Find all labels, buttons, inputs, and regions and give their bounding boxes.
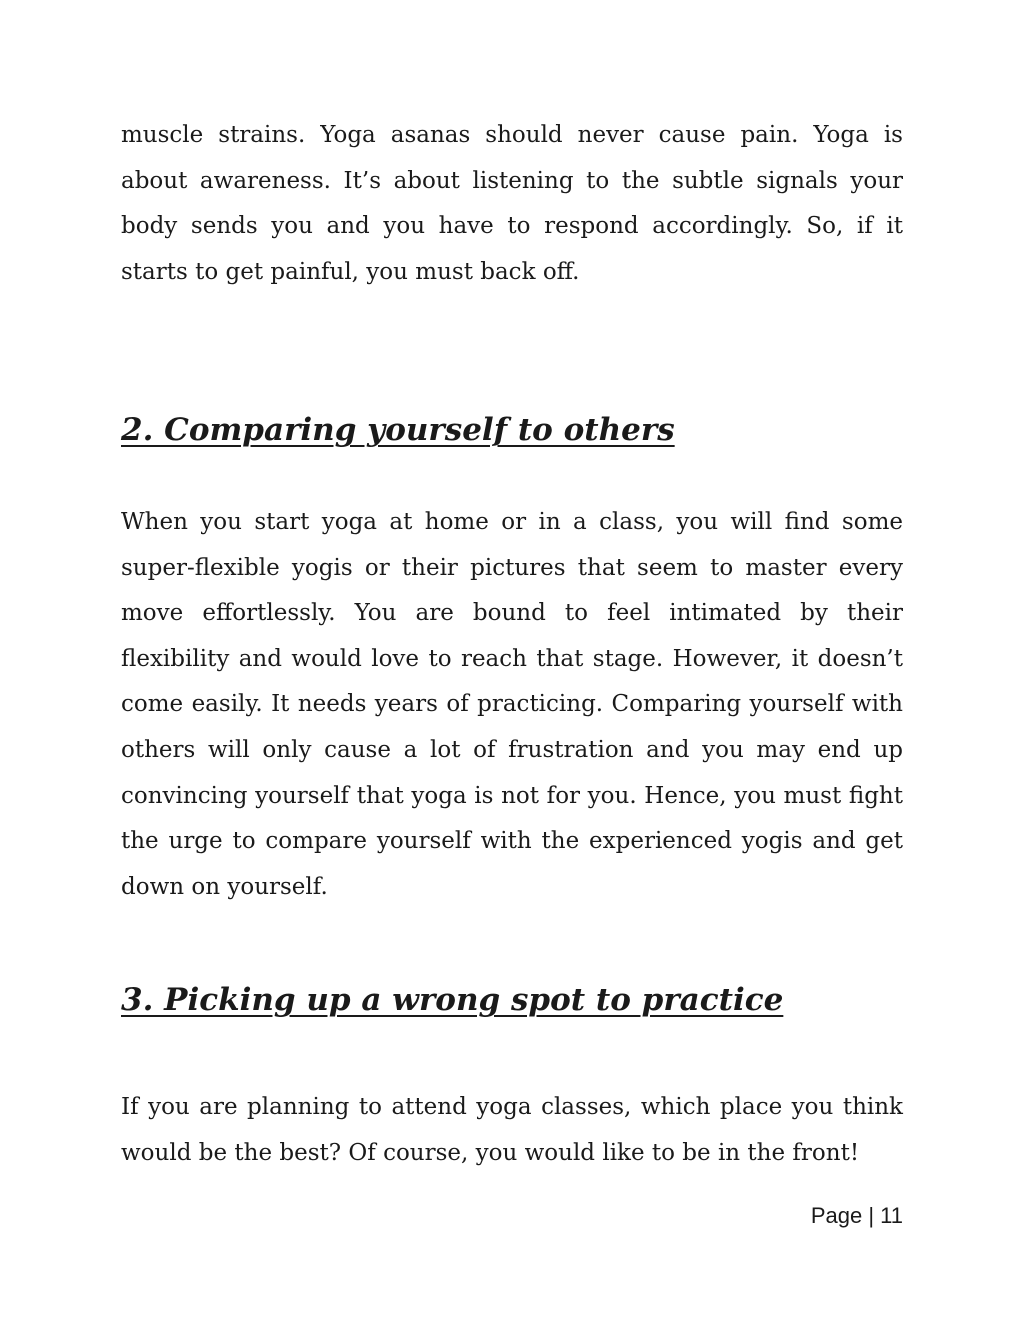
page-number: Page | 11 [810,1203,903,1228]
body-paragraph: When you start yoga at home or in a class, you will find some super-flexible yogis or their pictures that seem to master every move effortlessly. You are bound to feel intimated by their flexibility and would love to reach that stage. However, it doesn’t come easily. It needs years of practicing. Comparing yourself with others will only cause a lot of frustration and you may end up convincing yourself that yoga is not for you. Hence, you must fight the urge to compare yourself with the experienced yogis and get down on yourself. [121,509,903,900]
body-paragraph: muscle strains. Yoga asanas should never cause pain. Yoga is about awareness. It’s about listening to the subtle signals your body sends you and you have to respond accordingly. So, if it starts to get painful, you must back off. [121,122,903,285]
section-heading: 2. Comparing yourself to others [121,412,675,448]
section-heading: 3. Picking up a wrong spot to practice [121,982,784,1018]
body-paragraph: If you are planning to attend yoga classes, which place you think would be the best? Of course, you would like to be in the front! [121,1094,903,1166]
